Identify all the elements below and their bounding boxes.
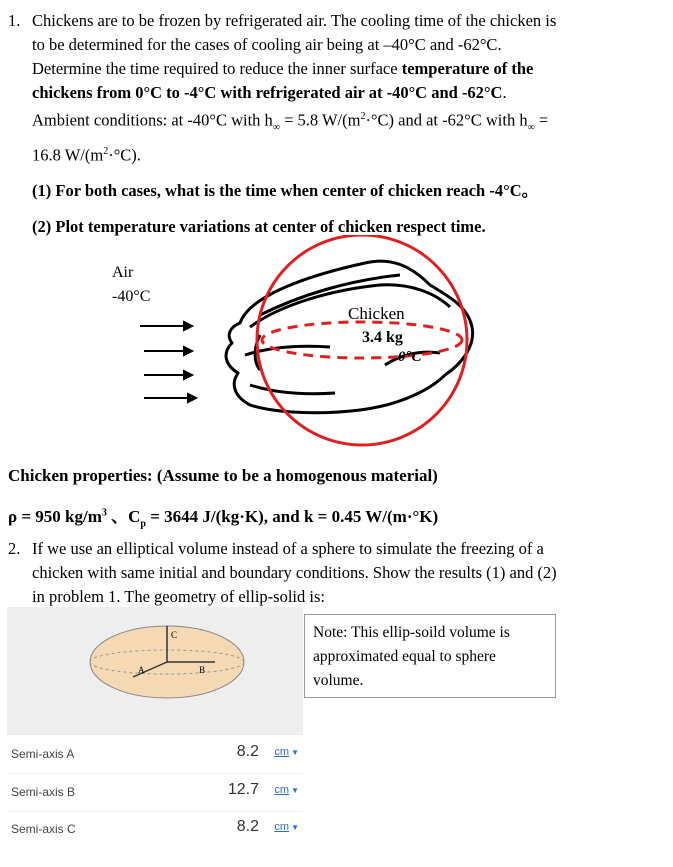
semi-axis-a-value: 8.2	[236, 743, 259, 760]
semi-axis-b-value: 12.7	[227, 781, 259, 798]
airflow-arrows	[140, 322, 196, 402]
semi-axis-b-label: Semi-axis B	[11, 785, 76, 799]
semi-axis-b-unit-select[interactable]: cm ▼	[274, 784, 299, 796]
properties-values: ρ = 950 $kg/m^3$ 、$C_p = 3644$ J/(kg·K), and k = 0.45 W/(m·°K)	[8, 507, 439, 530]
problem-1-line-2: to be determined for the cases of cooling air being at –40°C and -62°C.	[32, 35, 502, 54]
problem-2	[8, 537, 648, 609]
problem-2-line-3: in problem 1. The geometry of ellip-solid is:	[32, 587, 325, 606]
initial-temp-label: 0°C	[398, 349, 422, 365]
problem-1-line-1: Chickens are to be frozen by refrigerated air. The cooling time of the chicken is	[32, 11, 557, 30]
semi-axis-b-row	[7, 775, 303, 812]
semi-axis-c-unit-select[interactable]: cm ▼	[274, 821, 299, 833]
problem-2-number: 2.	[8, 539, 21, 558]
axis-a-label: A	[138, 665, 145, 675]
problem-1	[8, 9, 648, 239]
question-1: (1) For both cases, what is the time when center of chicken reach -4°C。	[32, 181, 539, 201]
chevron-down-icon: ▼	[291, 748, 299, 757]
chicken-label: Chicken	[348, 304, 405, 323]
problem-1-line-4: chickens from 0°C to -4°C with refrigerated air at -40°C and -62°C.	[32, 83, 507, 102]
semi-axis-a-label: Semi-axis A	[11, 747, 75, 761]
mass-label: 3.4 kg	[362, 329, 403, 346]
problem-1-line-3: Determine the time required to reduce the inner surface temperature of the	[32, 59, 534, 78]
problem-1-line-6: 16.8 $W/(m^2\cdot^\circ C)$.	[32, 145, 141, 165]
problem-2-line-2: chicken with same initial and boundary conditions. Show the results (1) and (2)	[32, 563, 557, 582]
chevron-down-icon: ▼	[291, 786, 299, 795]
note-box: Note: This ellip-soild volume is approximated equal to sphere volume.	[304, 614, 556, 698]
problem-1-line-5: Ambient conditions: at -40°C with $h_\infty = 5.8$ $W/(m^2\cdot^\circ C)$ and at -62°C with $h_\infty$ =	[32, 110, 549, 133]
semi-axis-c-label: Semi-axis C	[11, 822, 76, 836]
axis-c-label: C	[171, 630, 178, 640]
chevron-down-icon: ▼	[291, 823, 299, 832]
semi-axis-c-row	[7, 812, 303, 848]
semi-axis-a-unit-select[interactable]: cm ▼	[274, 746, 299, 758]
air-temp-label: -40°C	[112, 288, 151, 305]
problem-1-number: 1.	[8, 11, 21, 30]
ellipsoid-diagram	[7, 607, 303, 735]
question-2: (2) Plot temperature variations at center of chicken respect time.	[32, 217, 486, 237]
chicken-figure	[100, 235, 500, 455]
air-label: Air	[112, 264, 134, 281]
semi-axis-c-value: 8.2	[236, 818, 259, 835]
problem-2-line-1: If we use an elliptical volume instead of a sphere to simulate the freezing of a	[32, 539, 544, 558]
ellipsoid-panel	[7, 607, 303, 735]
axis-b-label: B	[199, 665, 206, 675]
properties-heading: Chicken properties: (Assume to be a homogenous material)	[8, 466, 438, 485]
semi-axis-a-row	[7, 737, 303, 774]
